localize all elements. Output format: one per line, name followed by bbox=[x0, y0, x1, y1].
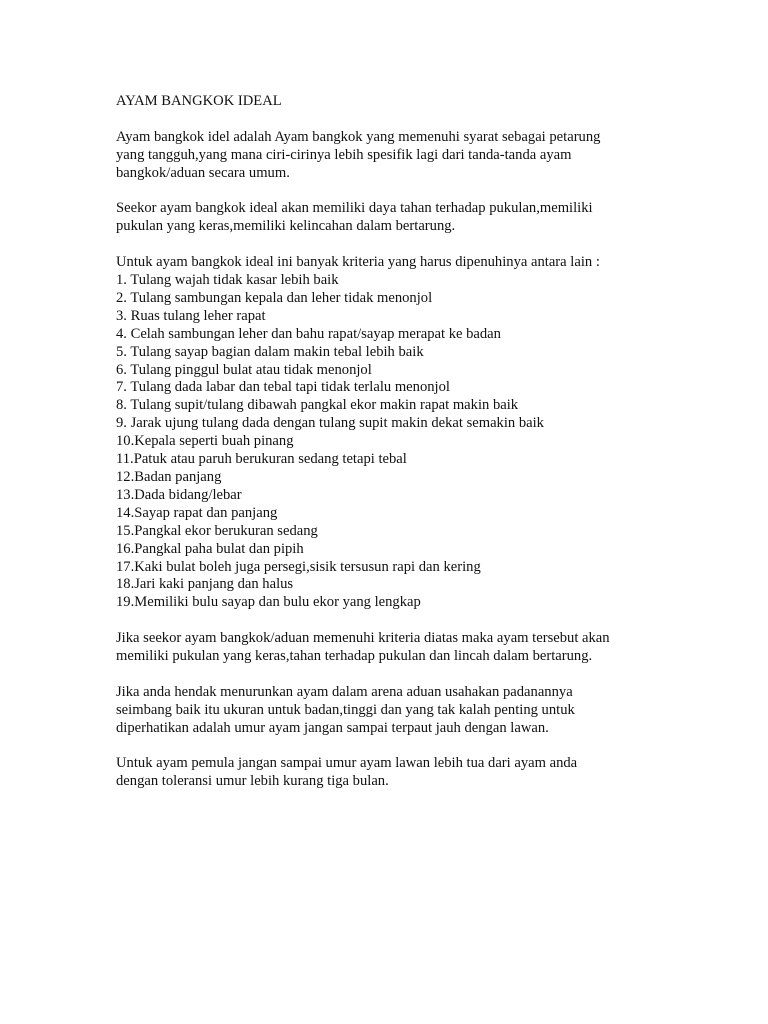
criteria-item: 13.Dada bidang/lebar bbox=[116, 486, 242, 503]
criteria-item: 1. Tulang wajah tidak kasar lebih baik bbox=[116, 272, 339, 289]
intro-paragraph bbox=[116, 129, 716, 183]
criteria-item: 19.Memiliki bulu sayap dan bulu ekor yang lengkap bbox=[116, 594, 421, 611]
criteria-intro: Untuk ayam bangkok ideal ini banyak kriteria yang harus dipenuhinya antara lain : bbox=[116, 254, 600, 271]
paragraph-line: Untuk ayam pemula jangan sampai umur ayam lawan lebih tua dari ayam anda bbox=[116, 755, 578, 772]
paragraph-line: diperhatikan adalah umur ayam jangan sampai terpaut jauh dengan lawan. bbox=[116, 719, 549, 736]
criteria-item: 17.Kaki bulat boleh juga persegi,sisik tersusun rapi dan kering bbox=[116, 558, 481, 575]
paragraph-line: yang tangguh,yang mana ciri-cirinya lebih spesifik lagi dari tanda-tanda ayam bbox=[116, 146, 572, 163]
paragraph-line: bangkok/aduan secara umum. bbox=[116, 164, 290, 181]
paragraph-line: Seekor ayam bangkok ideal akan memiliki daya tahan terhadap pukulan,memiliki bbox=[116, 200, 593, 217]
paragraph-line: memiliki pukulan yang keras,tahan terhadap pukulan dan lincah dalam bertarung. bbox=[116, 648, 593, 665]
criteria-item: 6. Tulang pinggul bulat atau tidak menonjol bbox=[116, 361, 372, 378]
criteria-item: 10.Kepala seperti buah pinang bbox=[116, 433, 294, 450]
paragraph-line: seimbang baik itu ukuran untuk badan,tinggi dan yang tak kalah penting untuk bbox=[116, 701, 575, 718]
beginner-advice-paragraph bbox=[116, 755, 716, 791]
criteria-item: 15.Pangkal ekor berukuran sedang bbox=[116, 522, 318, 539]
criteria-item: 5. Tulang sayap bagian dalam makin tebal lebih baik bbox=[116, 343, 424, 360]
criteria-item: 4. Celah sambungan leher dan bahu rapat/sayap merapat ke badan bbox=[116, 325, 501, 342]
criteria-item: 16.Pangkal paha bulat dan pipih bbox=[116, 540, 304, 557]
paragraph-line: Ayam bangkok idel adalah Ayam bangkok yang memenuhi syarat sebagai petarung bbox=[116, 128, 601, 145]
criteria-item: 2. Tulang sambungan kepala dan leher tidak menonjol bbox=[116, 289, 433, 306]
description-paragraph bbox=[116, 200, 716, 236]
criteria-list bbox=[116, 272, 716, 612]
conclusion-paragraph bbox=[116, 630, 716, 666]
matching-advice-paragraph bbox=[116, 684, 716, 738]
criteria-item: 14.Sayap rapat dan panjang bbox=[116, 504, 278, 521]
criteria-item: 12.Badan panjang bbox=[116, 468, 222, 485]
document-page bbox=[116, 93, 716, 809]
paragraph-line: dengan toleransi umur lebih kurang tiga bulan. bbox=[116, 773, 389, 790]
criteria-item: 3. Ruas tulang leher rapat bbox=[116, 307, 266, 324]
paragraph-line: Jika seekor ayam bangkok/aduan memenuhi kriteria diatas maka ayam tersebut akan bbox=[116, 630, 610, 647]
criteria-item: 18.Jari kaki panjang dan halus bbox=[116, 576, 294, 593]
criteria-section bbox=[116, 254, 716, 612]
paragraph-line: Jika anda hendak menurunkan ayam dalam arena aduan usahakan padanannya bbox=[116, 683, 573, 700]
criteria-item: 9. Jarak ujung tulang dada dengan tulang supit makin dekat semakin baik bbox=[116, 415, 544, 432]
document-title: AYAM BANGKOK IDEAL bbox=[116, 93, 282, 109]
criteria-item: 11.Patuk atau paruh berukuran sedang tetapi tebal bbox=[116, 451, 407, 468]
criteria-item: 7. Tulang dada labar dan tebal tapi tidak terlalu menonjol bbox=[116, 379, 450, 396]
paragraph-line: pukulan yang keras,memiliki kelincahan dalam bertarung. bbox=[116, 218, 456, 235]
criteria-item: 8. Tulang supit/tulang dibawah pangkal ekor makin rapat makin baik bbox=[116, 397, 519, 414]
